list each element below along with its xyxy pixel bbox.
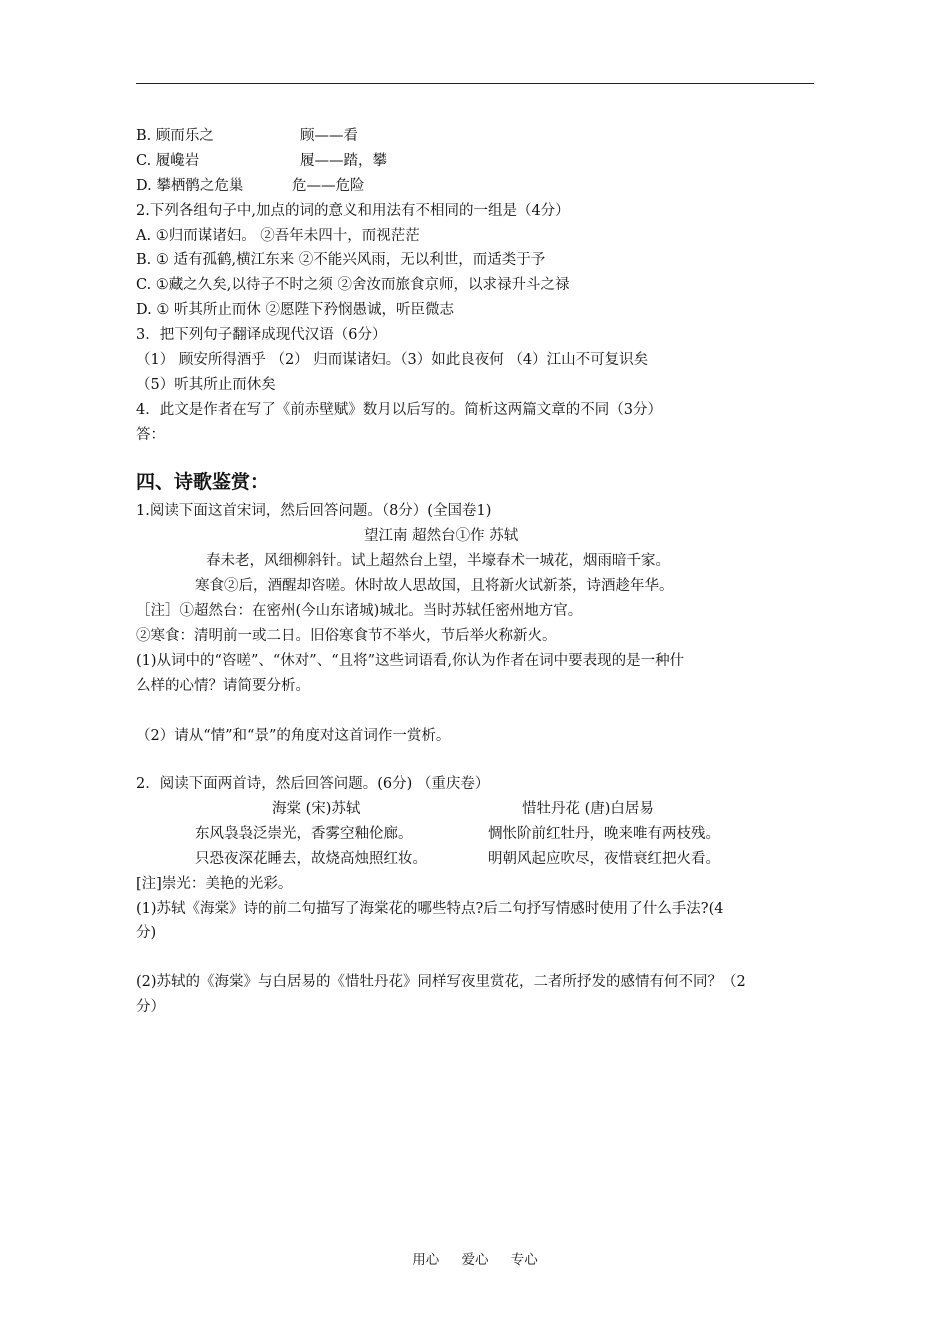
question-2-option-b: B. ① 适有孤鹤,横江东来 ②不能兴风雨，无以利世，而适类于予 bbox=[136, 252, 546, 268]
poem-1-q2: （2）请从“情”和“景”的角度对这首词作一赏析。 bbox=[136, 728, 451, 744]
question-2-option-c: C. ①藏之久矣,以待子不时之须 ②舍汝而旅食京师，以求禄升斗之禄 bbox=[136, 277, 570, 293]
page-footer bbox=[0, 1248, 950, 1268]
poem-2-line-2-left: 只恐夜深花睡去，故烧高烛照红妆。 bbox=[195, 851, 427, 867]
question-2-stem: 2.下列各组句子中,加点的词的意义和用法有不相同的一组是（4分） bbox=[136, 203, 570, 219]
poem-2-line-1-right: 惆怅阶前红牡丹，晚来唯有两枝残。 bbox=[488, 826, 720, 842]
footer-text-1: 用心 bbox=[412, 1252, 440, 1268]
option-b: B. 顾而乐之 bbox=[136, 128, 214, 144]
question-3-items-line2: （5）听其所止而休矣 bbox=[136, 377, 276, 393]
poem-2-q2-line2: 分） bbox=[136, 999, 165, 1015]
poem-1-title: 望江南 超然台①作 苏轼 bbox=[364, 528, 519, 544]
option-c: C. 履巉岩 bbox=[136, 153, 200, 169]
section-4-heading: 四、诗歌鉴赏： bbox=[136, 471, 270, 493]
poem-2-line-1-left: 东风袅袅泛崇光，香雾空釉伦廊。 bbox=[195, 826, 413, 842]
header-rule bbox=[136, 83, 814, 84]
question-2-option-a: A. ①归而谋诸妇。 ②吾年未四十，而视茫茫 bbox=[136, 228, 420, 244]
poem-1-note-2: ②寒食：清明前一或二日。旧俗寒食节不举火，节后举火称新火。 bbox=[136, 628, 557, 644]
poem-1-question-stem: 1.阅读下面这首宋词，然后回答问题。（8分）(全国卷1) bbox=[136, 503, 492, 519]
option-d: D. 攀栖鹘之危巢 bbox=[136, 178, 244, 194]
poem-1-note-1: ［注］①超然台：在密州(今山东诸城)城北。当时苏轼任密州地方官。 bbox=[136, 603, 583, 619]
question-2-option-d: D. ① 听其所止而休 ②愿陛下矜悯愚诚，听臣微志 bbox=[136, 302, 455, 318]
footer-text-3: 专心 bbox=[510, 1252, 538, 1268]
poem-1-q1-line1: (1)从词中的“咨嗟”、“休对”、“且将”这些词语看,你认为作者在词中要表现的是一种什 bbox=[136, 653, 685, 669]
poem-2-note: [注]崇光：美艳的光彩。 bbox=[136, 876, 293, 892]
poem-1-line-2: 寒食②后，酒醒却咨嗟。休时故人思故国，且将新火试新茶，诗酒趁年华。 bbox=[195, 578, 674, 594]
footer-text-2: 爱心 bbox=[461, 1252, 489, 1268]
poem-2-title-right: 惜牡丹花 (唐)白居易 bbox=[522, 801, 654, 817]
poem-2-q1-line1: (1)苏轼《海棠》诗的前二句描写了海棠花的哪些特点?后二句抒写情感时使用了什么手法?(4 bbox=[136, 901, 724, 917]
poem-1-q1-line2: 么样的心情？请简要分析。 bbox=[136, 678, 310, 694]
poem-2-line-2-right: 明朝风起应吹尽，夜惜衰红把火看。 bbox=[488, 851, 720, 867]
option-b-gloss: 顾——看 bbox=[300, 128, 358, 144]
question-4-stem: 4．此文是作者在写了《前赤壁赋》数月以后写的。简析这两篇文章的不同（3分） bbox=[136, 402, 662, 418]
poem-2-q1-line2: 分) bbox=[136, 925, 157, 941]
option-d-gloss: 危——危险 bbox=[292, 178, 365, 194]
option-c-gloss: 履——踏，攀 bbox=[300, 153, 387, 169]
question-3-stem: 3．把下列句子翻译成现代汉语（6分） bbox=[136, 327, 387, 343]
poem-2-q2-line1: (2)苏轼的《海棠》与白居易的《惜牡丹花》同样写夜里赏花，二者所抒发的感情有何不同？（2 bbox=[136, 974, 746, 990]
poem-1-line-1: 春未老，风细柳斜针。试上超然台上望，半壕春术一城花，烟雨暗千家。 bbox=[206, 553, 670, 569]
poem-2-question-stem: 2．阅读下面两首诗，然后回答问题。(6分) （重庆卷） bbox=[136, 776, 490, 792]
question-4-answer-label: 答： bbox=[136, 427, 165, 443]
poem-2-title-left: 海棠 (宋)苏轼 bbox=[272, 801, 361, 817]
question-3-items-line1: （1） 顾安所得酒乎 （2） 归而谋诸妇。（3）如此良夜何 （4）江山不可复识矣 bbox=[136, 352, 649, 368]
